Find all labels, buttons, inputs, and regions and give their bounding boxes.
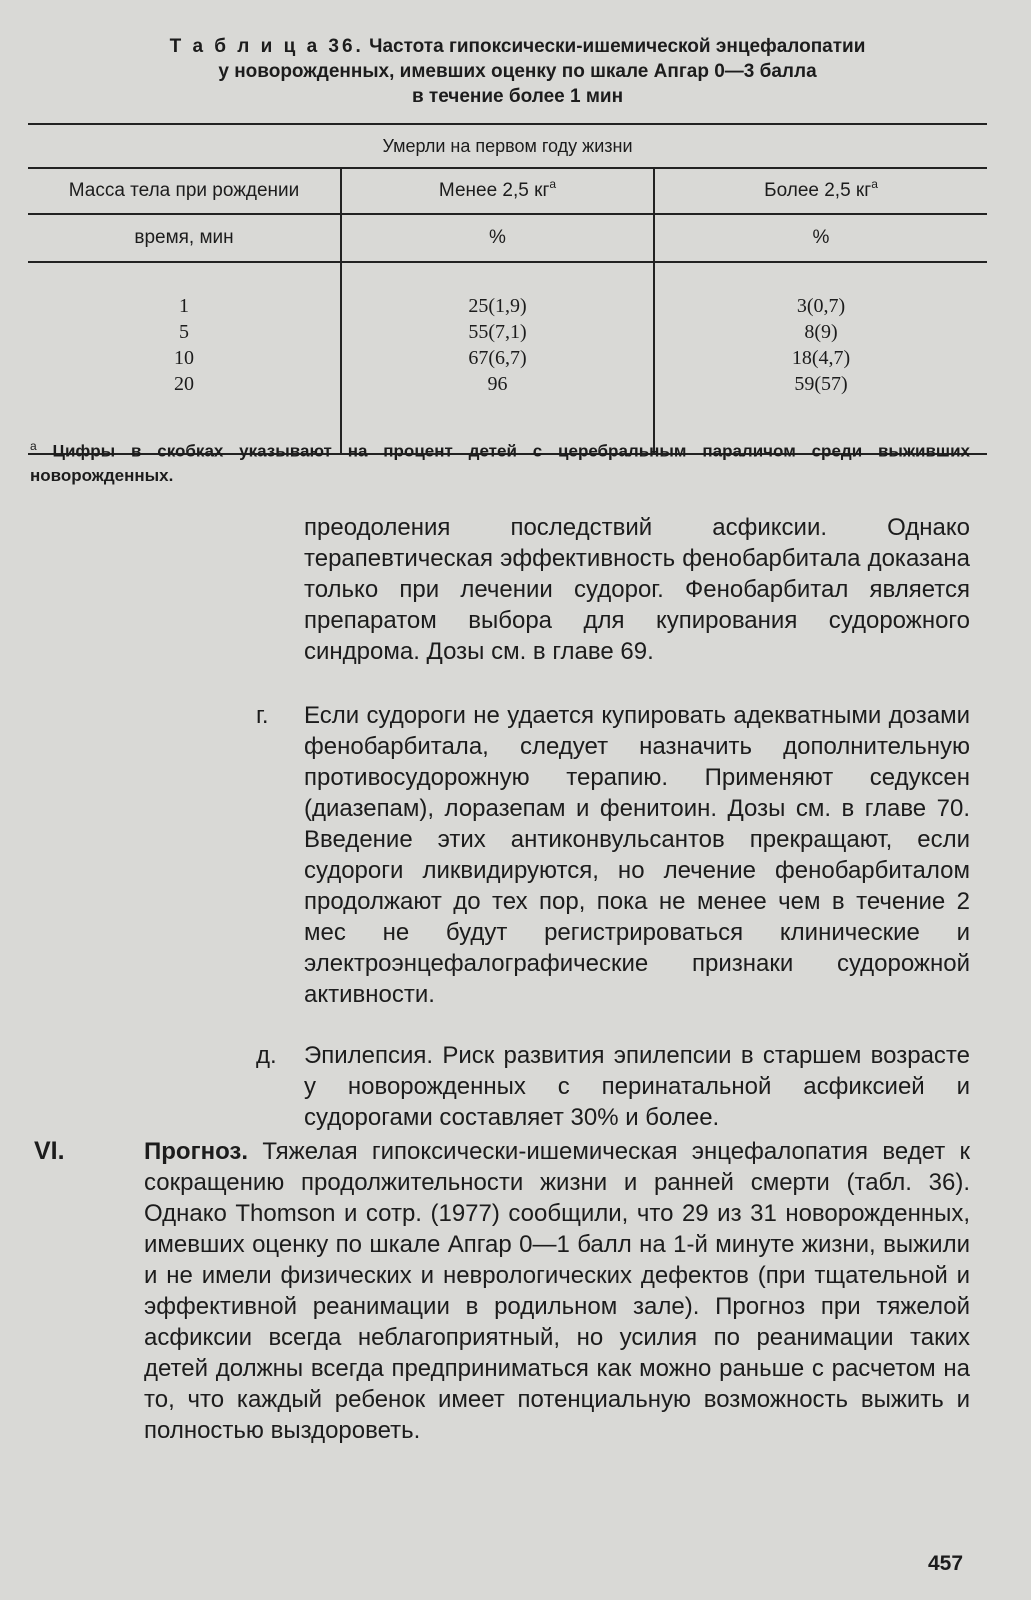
list-item-text: Если судороги не удается купировать адекватными дозами фенобарбитала, следует назначить дополнительную противосудорожную терапию. Применяют седуксен (диазепам), лоразепам и фенитоин. Дозы см. в главе 70. Введение этих антиконвульсантов прекращают, если судороги ликвидируются, но лечение фенобарбиталом продолжают до тех пор, пока не менее чем в течение 2 мес не будут регистрироваться клинические и электроэнцефалографические признаки судорожной активности. (304, 702, 970, 1008)
mortality-table (28, 123, 987, 455)
table-cell: 18(4,7) (791, 347, 851, 369)
footnote-text: Цифры в скобках указывают на процент детей с церебральным параличом среди выживших новорожденных. (30, 441, 970, 485)
table-label: Т а б л и ц а 36. (169, 36, 364, 57)
page-number: 457 (928, 1552, 964, 1575)
table-title-line1: Частота гипоксически-ишемической энцефалопатии (369, 36, 866, 57)
section-text (144, 1136, 970, 1446)
col-header-birth-weight: Масса тела при рождении (28, 168, 341, 214)
list-marker: д. (256, 1042, 277, 1069)
col-footnote-mark: а (549, 177, 557, 191)
table-cell: 67(6,7) (468, 347, 527, 369)
table-title-line2: у новорожденных, имевших оценку по шкале Апгар 0—3 балла (218, 61, 817, 82)
list-marker: г. (256, 702, 269, 729)
list-item-text: Эпилепсия. Риск развития эпилепсии в старшем возрасте у новорожденных с перинатальной асфиксией и судорогами составляет 30% и более. (304, 1042, 970, 1131)
table-cell: 1 (179, 295, 189, 317)
time-column (28, 262, 341, 454)
section-body: Тяжелая гипоксически-ишемическая энцефалопатия ведет к сокращению продолжительности жизни и ранней смерти (табл. 36). Однако Thomson и сотр. (1977) сообщили, что 29 из 31 новорожденных, имевших оценку по шкале Апгар 0—1 балл на 1-й минуте жизни, выжили и не имели физических и неврологических дефектов (при тщательной и эффективной реанимации в родильном зале). Прогноз при тяжелой асфиксии всегда неблагоприятный, но усилия по реанимации таких детей должны всегда предприниматься как можно раньше с расчетом на то, что каждый ребенок имеет потенциальную возможность выжить и полностью выздороветь. (144, 1138, 970, 1444)
section-number: VI. (34, 1137, 65, 1165)
col-header-more-2-5kg: Более 2,5 $кг^а$ (654, 168, 987, 214)
section-title: Прогноз. (144, 1138, 249, 1165)
table-caption (40, 34, 995, 109)
table-cell: 20 (174, 373, 194, 395)
table-cell: 55(7,1) (468, 321, 527, 343)
col-header-less-2-5kg: Менее 2,5 $кг^а$ (341, 168, 654, 214)
table-title-line3: в течение более 1 мин (411, 86, 624, 107)
less-weight-column (341, 262, 654, 454)
table-footnote (30, 434, 970, 488)
table-cell: 96 (487, 373, 508, 395)
col-sub-percent: % (341, 214, 654, 262)
paragraph-continuation: преодоления последствий асфиксии. Однако терапевтическая эффективность фенобарбитала доказана только при лечении судорог. Фенобарбитал является препаратом выбора для купирования судорожного синдрома. Дозы см. в главе 69. (304, 514, 970, 665)
table-cell: 59(57) (794, 373, 848, 395)
table-cell: 10 (174, 347, 194, 369)
table-cell: 8(9) (804, 321, 838, 343)
col-footnote-mark: а (871, 177, 878, 191)
table-cell: 3(0,7) (796, 295, 846, 317)
table-cell: 25(1,9) (468, 295, 527, 317)
table-cell: 5 (179, 321, 189, 343)
col-sub-time: время, мин (28, 214, 341, 262)
col-sub-percent: % (654, 214, 987, 262)
footnote-mark: а (30, 439, 37, 453)
more-weight-column (654, 262, 987, 454)
table-header: Умерли на первом году жизни (28, 124, 987, 168)
